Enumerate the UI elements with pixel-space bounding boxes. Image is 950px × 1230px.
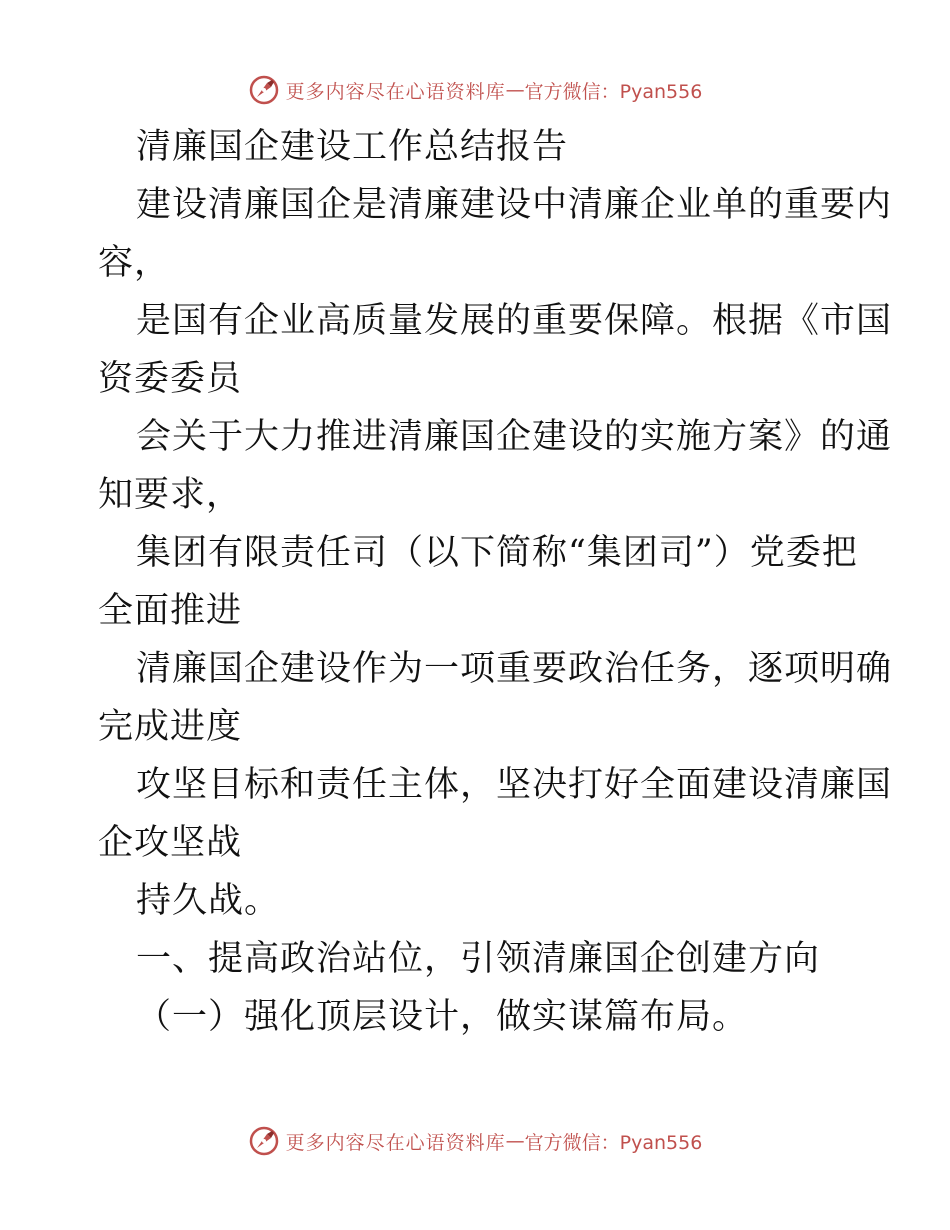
paragraph-line: 知要求， xyxy=(98,475,243,515)
paragraph-line: 攻坚目标和责任主体，坚决打好全面建设清廉国 xyxy=(136,765,893,805)
paragraph-line: 企攻坚战 xyxy=(98,823,243,863)
paragraph-line: 完成进度 xyxy=(98,707,243,747)
paragraph-line: 会关于大力推进清廉国企建设的实施方案》的通 xyxy=(136,417,893,457)
pen-nib-icon xyxy=(248,74,280,106)
paragraph-line: 资委委员 xyxy=(98,359,243,399)
paragraph-line: 全面推进 xyxy=(98,591,243,631)
pen-nib-icon xyxy=(248,1125,280,1157)
paragraph-line: 集团有限责任司（以下简称“集团司”）党委把 xyxy=(136,533,858,573)
paragraph-line: 持久战。 xyxy=(136,881,281,921)
banner-main-text: 更多内容尽在心语资料库 xyxy=(285,80,506,103)
banner-wechat-text: 官方微信：Pyan556 xyxy=(524,80,703,103)
banner-dash: — xyxy=(505,79,525,101)
banner-main-text: 更多内容尽在心语资料库 xyxy=(285,1131,506,1154)
document-body xyxy=(98,118,893,1046)
paragraph-line: 容， xyxy=(98,243,171,283)
footer-banner xyxy=(0,1121,950,1161)
subsection-heading: （一）强化顶层设计，做实谋篇布局。 xyxy=(136,997,749,1037)
paragraph-line: 建设清廉国企是清廉建设中清廉企业单的重要内 xyxy=(136,185,893,225)
banner-wechat-text: 官方微信：Pyan556 xyxy=(524,1131,703,1154)
document-title: 清廉国企建设工作总结报告 xyxy=(136,127,569,167)
paragraph-line: 清廉国企建设作为一项重要政治任务，逐项明确 xyxy=(136,649,893,689)
header-banner xyxy=(0,70,950,110)
paragraph-line: 是国有企业高质量发展的重要保障。根据《市国 xyxy=(136,301,893,341)
section-heading: 一、提高政治站位，引领清廉国企创建方向 xyxy=(136,939,821,979)
banner-dash: — xyxy=(505,1130,525,1152)
